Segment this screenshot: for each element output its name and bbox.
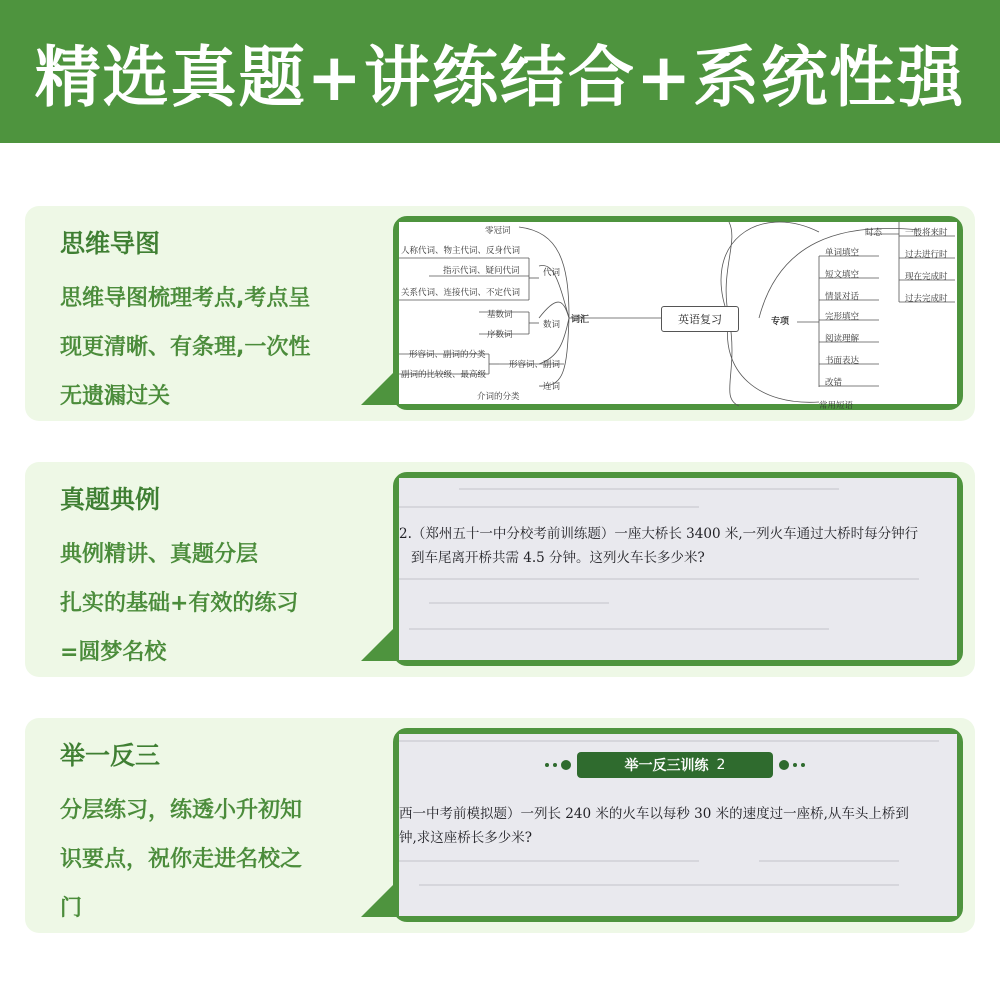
mindmap-node: 过去进行时 (905, 250, 948, 260)
practice-card (25, 718, 975, 933)
bleed-through-line (429, 602, 609, 604)
mindmap-node: 时态 (865, 228, 883, 238)
mindmap-node: 一般将来时 (905, 228, 948, 238)
card-heading: 举一反三 (60, 741, 161, 770)
mindmap-node: 阅读理解 (825, 334, 860, 344)
mindmap-node: 指示代词、疑问代词 (443, 266, 520, 276)
mindmap-main-node: 词汇 (571, 315, 590, 325)
card-line: 分层练习，练透小升初知 (60, 798, 303, 823)
bleed-through-line (399, 740, 939, 742)
exam-card (25, 462, 975, 677)
mindmap-node: 介词的分类 (477, 392, 520, 402)
card-line: 门 (60, 896, 83, 921)
card-heading: 思维导图 (60, 229, 161, 258)
mindmap-node: 零冠词 (485, 226, 511, 236)
decor-dot (793, 763, 797, 767)
bleed-through-line (759, 860, 899, 862)
practice-image-frame (393, 728, 963, 922)
bleed-through-line (459, 488, 839, 490)
card-description (60, 274, 360, 421)
card-description (60, 786, 360, 933)
mindmap-node: 短文填空 (825, 270, 860, 280)
top-banner (0, 0, 1000, 143)
practice-bar-label: 举一反三训练 (624, 758, 709, 774)
mindmap-node: 完形填空 (825, 312, 860, 322)
card-line: 思维导图梳理考点,考点呈 (60, 286, 311, 311)
mindmap-node: 连词 (543, 382, 561, 392)
decor-dot (553, 763, 557, 767)
mindmap-node: 过去完成时 (905, 294, 948, 304)
bleed-through-line (419, 884, 899, 886)
mindmap-node: 基数词 (487, 310, 513, 320)
question-line: 到车尾离开桥共需 4.5 分钟。这列火车长多少米? (411, 550, 705, 566)
mindmap-image-frame (393, 216, 963, 410)
card-heading: 真题典例 (60, 485, 161, 514)
decor-dot (545, 763, 549, 767)
mindmap-node: 现在完成时 (905, 272, 948, 282)
mindmap-node: 代词 (543, 268, 561, 278)
mindmap-node: 改错 (825, 378, 843, 388)
question-line: 2.（郑州五十一中分校考前训练题）一座大桥长 3400 米,一列火车通过大桥时每分钟行 (399, 526, 919, 542)
card-description (60, 530, 360, 677)
mindmap-node: 常用短语 (819, 401, 854, 411)
decor-dot (561, 760, 571, 770)
practice-title-bar (577, 752, 773, 778)
mindmap-main-node: 专项 (771, 317, 790, 327)
mindmap-node: 序数词 (487, 330, 513, 340)
question-line: 西一中考前模拟题）一列长 240 米的火车以每秒 30 米的速度过一座桥,从车头上桥到 (399, 806, 909, 822)
mindmap-node: 形容词、副词的分类 (409, 350, 486, 360)
mindmap-node: 数词 (543, 320, 561, 330)
bleed-through-line (399, 578, 919, 580)
mindmap-node: 人称代词、物主代词、反身代词 (401, 246, 521, 256)
mindmap-image (399, 222, 957, 411)
mindmap-node: 情景对话 (825, 292, 860, 302)
mindmap-node: 关系代词、连接代词、不定代词 (401, 288, 521, 298)
bleed-through-line (399, 860, 699, 862)
bleed-through-line (409, 628, 829, 630)
card-line: 识要点，祝你走进名校之 (60, 847, 303, 872)
banner-title: 精选真题+讲练结合+系统性强 (34, 39, 966, 116)
bleed-through-line (399, 506, 699, 508)
mindmap-node: 副词的比较级、最高级 (401, 370, 487, 380)
exam-image-frame (393, 472, 963, 666)
decor-dot (801, 763, 805, 767)
decor-dot (779, 760, 789, 770)
mindmap-node: 形容词、副词 (509, 360, 561, 370)
mindmap-card (25, 206, 975, 421)
practice-bar-number: 2 (716, 757, 726, 773)
card-line: 现更清晰、有条理,一次性 (60, 335, 311, 360)
card-line: =圆梦名校 (60, 640, 167, 665)
mindmap-node: 书面表达 (825, 356, 860, 366)
practice-page-photo (399, 734, 957, 916)
mindmap-node: 单词填空 (825, 248, 860, 258)
card-line: 扎实的基础+有效的练习 (60, 591, 299, 616)
exam-page-photo (399, 478, 957, 660)
card-line: 典例精讲、真题分层 (60, 542, 259, 567)
mindmap-center: 英语复习 (661, 306, 739, 332)
card-line: 无遗漏过关 (60, 384, 171, 409)
question-line: 钟,求这座桥长多少米? (399, 830, 533, 846)
